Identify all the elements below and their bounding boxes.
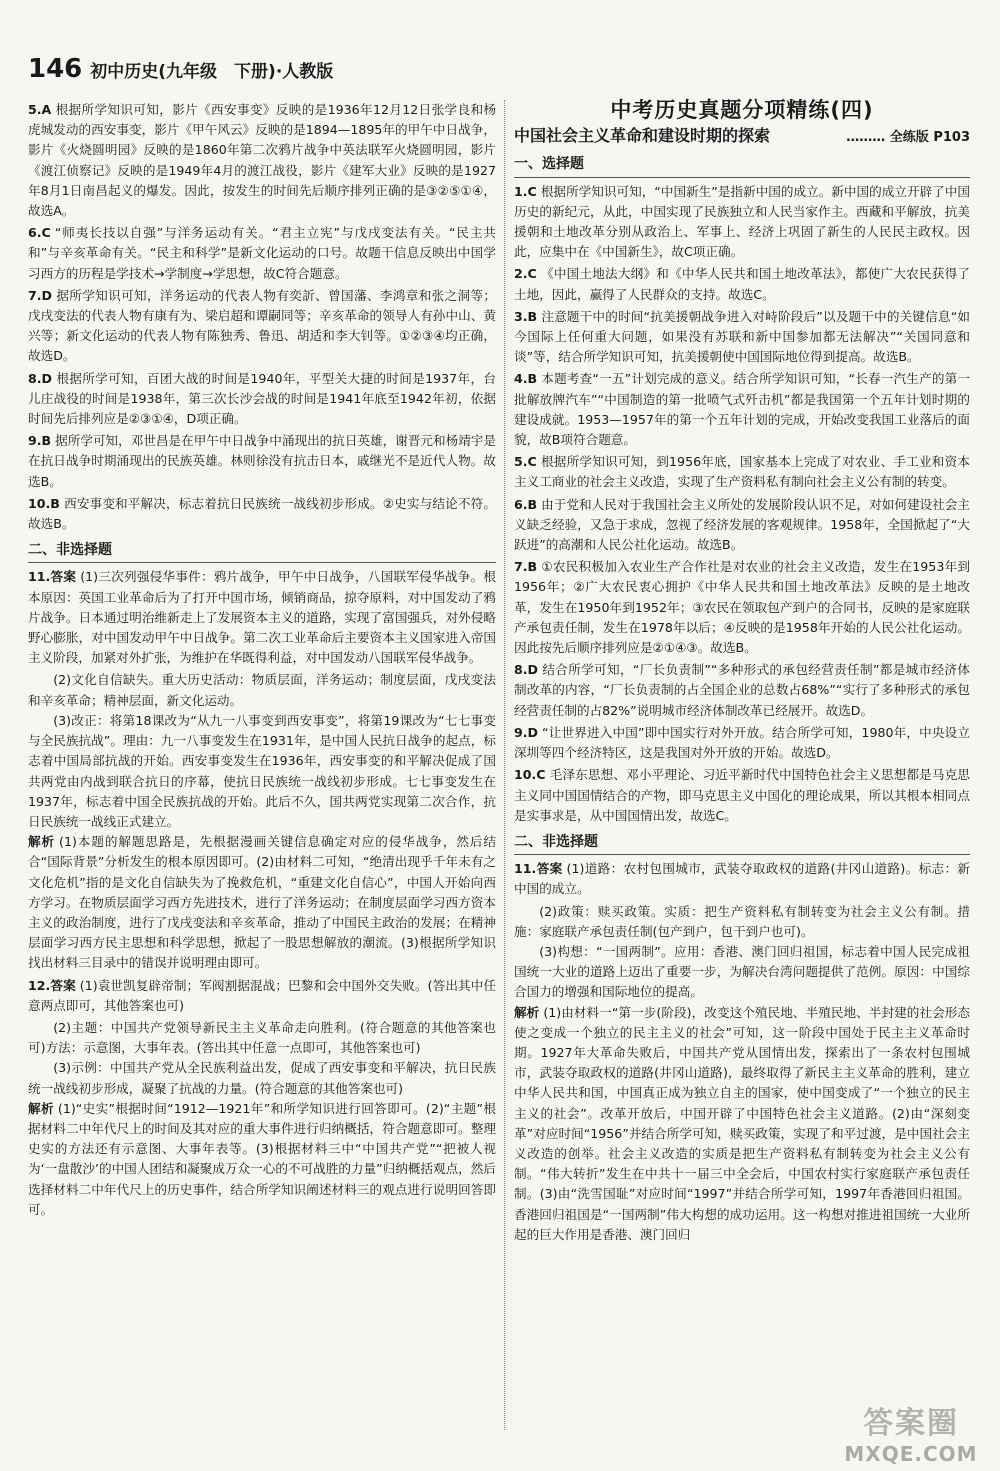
answer-item: 9.B 据所学可知，邓世昌是在甲午中日战争中涌现出的抗日英雄，谢晋元和杨靖宇是在抗日战争时期涌现出的民族英雄。林则徐没有抗击日本，戚继光不是近代人物。故选B。 <box>28 433 496 489</box>
answer-item: 12.答案 (1)袁世凯复辟帝制；军阀割据混战；巴黎和会中国外交失败。(答出其中任意两点即可，其他答案也可) <box>28 977 496 1013</box>
answer-item: 4.B 本题考查“一五”计划完成的意义。结合所学知识可知，“长春一汽生产的第一批解放牌汽车”“中国制造的第一批喷气式歼击机”都是我国第一个五年计划时期的建设成就。1953—1957年的第一个五年计划的完成，开始改变我国工业落后的面貌，故B项符合题意。 <box>514 371 970 448</box>
watermark-logo <box>836 1401 986 1466</box>
analysis: 解析 (1)本题的解题思路是，先根据漫画关键信息确定对应的侵华战争，然后结合“国际背景”分析发生的根本原因即可。(2)由材料二可知，“绝清出现乎千年未有之文化危机”指的是文化自信缺失为了挽救危机，“重建文化自信心”，中国人开始向西方学习。在物质层面学习西方先进技术，进行了洋务运动；在制度层面学习西方资本主义的政治制度，进行了戊戌变法和辛亥革命，推动了中国民主政治的发展；在精神层面学习西方民主思想和科学思想，掀起了一股思想解放的潮流。(3)根据所学知识找出材料三目录中的错误并说明理由即可。 <box>28 834 497 971</box>
answer-item: 8.D 根据所学可知，百团大战的时间是1940年，平型关大捷的时间是1937年，台儿庄战役的时间是1938年，第三次长沙会战的时间是1941年底至1942年初，依据时间先后排列应是②③①④，D项正确。 <box>28 370 496 427</box>
answer-item: 5.A 根据所学知识可知，影片《西安事变》反映的是1936年12月12日张学良和杨虎城发动的西安事变，影片《甲午风云》反映的是1894—1895年的甲午中日战争，影片《火烧圆明园》反映的是1860年第二次鸦片战争中英法联军火烧圆明园，影片《渡江侦察记》反映的是1949年4月的渡江战役，影片《建军大业》反映的是1927年8月1日南昌起义的爆发。因此，按发生的时间先后顺序排列正确的是③②⑤①④，故选A。 <box>28 102 496 219</box>
answer-item: 6.C “师夷长技以自强”与洋务运动有关。“君主立宪”与戊戌变法有关。“民主共和”与辛亥革命有关。“民主和科学”是新文化运动的口号。故题干信息反映出中国学习西方的历程是学技术→学制度→学思想，故C符合题意。 <box>28 225 496 281</box>
answer-paragraph: (2)文化自信缺失。重大历史活动：物质层面，洋务运动；制度层面，戊戌变法和辛亥革命；精神层面，新文化运动。 <box>28 672 496 708</box>
answer-item: 1.C 根据所学知识可知，“中国新生”是指新中国的成立。新中国的成立开辟了中国历史的新纪元，从此，中国实现了民族独立和人民当家作主。西藏和平解放，抗美援朝和土地改革分别从政治上、军事上、经济上巩固了新生的人民民主政权。因此，应集中在《中国新生》，故C项正确。 <box>514 183 970 260</box>
answer-item: 5.C 根据所学知识可知，到1956年底，国家基本上完成了对农业、手工业和资本主义工商业的社会主义改造，实现了生产资料私有制向社会主义公有制的转变。 <box>514 454 970 490</box>
answer-item: 11.答案 (1)三次列强侵华事件：鸦片战争，甲午中日战争，八国联军侵华战争。根本原因：英国工业革命后为了打开中国市场，倾销商品，掠夺原料，对中国发动了鸦片战争。日本通过明治维新走上了发展资本主义的道路，实现了富国强兵，对外侵略野心膨胀，对中国发动甲午中日战争。第二次工业革命后主要资本主义国家进入帝国主义阶段，加紧对外扩张，为维护在华既得利益，对中国发动八国联军侵华战争。 <box>28 569 497 666</box>
answer-paragraph: (3)示例：中国共产党从全民族利益出发，促成了西安事变和平解决，抗日民族统一战线初步形成，凝聚了抗战的力量。(符合题意的其他答案也可) <box>28 1060 496 1096</box>
answer-paragraph: (2)主题：中国共产党领导新民主主义革命走向胜利。(符合题意的其他答案也可)方法：示意图，大事年表。(答出其中任意一点即可，其他答案也可) <box>28 1019 496 1056</box>
column-divider <box>504 100 505 1430</box>
left-column <box>28 100 496 1222</box>
watermark-text: 答案圈 <box>863 1406 959 1441</box>
answer-item: 7.D 据所学知识可知，洋务运动的代表人物有奕訢、曾国藩、李鸿章和张之洞等；戊戌变法的代表人物有康有为、梁启超和谭嗣同等；辛亥革命的领导人有孙中山、黄兴等；新文化运动的代表人物有陈独秀、鲁迅、胡适和李大钊等。①②③④均正确，故选D。 <box>28 287 496 364</box>
answer-item: 7.B ①农民积极加入农业生产合作社是对农业的社会主义改造，发生在1953年到1956年；②广大农民衷心拥护《中华人民共和国土地改革法》反映的是土地改革，发生在1950年到1952年；③农民在领取包产到户的合同书，反映的是家庭联产承包责任制，发生在1978年以后；④反映的是1958年开始的人民公社化运动。因此按先后顺序排列应是②①④③。故选B。 <box>514 559 970 656</box>
answer-item: 3.B 注意题干中的时间“抗美援朝战争进入对峙阶段后”以及题干中的关键信息“如今国际上任何重大问题，如果没有苏联和新中国参加都无法解决”“关国同意和谈”等，结合所学知识可知，抗美援朝使中国国际地位得到提高。故选B。 <box>514 308 970 365</box>
section-title: 二、非选择题 <box>28 540 496 563</box>
analysis: 解析 (1)由材料一“第一步(阶段)，改变这个殖民地、半殖民地、半封建的社会形态使之变成一个独立的民主主义的社会”可知，这一阶段中国处于民主主义革命时期。1927年大革命失败后，中国共产党从国情出发，探索出了一条农村包围城市，武装夺取政权的道路(井冈山道路)，最终取得了新民主主义革命的胜利，建立中华人民共和国，中国真正成为独立自主的国家，使中国变成了“一个独立的民主主义的社会”。改革开放后，中国开辟了中国特色社会主义道路。(2)由“深刻变革”对应时间“1956”并结合所学可知，赎买政策，实现了和平过渡，是中国社会主义改造的创举。社会主义改造的实质是把生产资料私有制转变为社会主义公有制。“伟大转折”发生在中共十一届三中全会后，中国农村实行家庭联产承包责任制。(3)由“洗雪国耻”对应时间“1997”并结合所学可知，1997年香港回归祖国。香港回归祖国是“一国两制”伟大构想的成功运用。这一构想对推进祖国统一大业所起的巨大作用是香港、澳门回归 <box>514 1004 970 1242</box>
answer-paragraph: (3)构想：“一国两制”。应用：香港、澳门回归祖国，标志着中国人民完成祖国统一大业的道路上迈出了重要一步，为解决台湾问题提供了范例。原因：中国综合国力的增强和国际地位的提高。 <box>514 943 970 1000</box>
answer-item: 10.B 西安事变和平解决，标志着抗日民族统一战线初步形成。②史实与结论不符。故选B。 <box>28 495 496 532</box>
section-title: 二、非选择题 <box>514 832 970 855</box>
subhead-title: 中国社会主义革命和建设时期的探索 <box>514 126 771 146</box>
book-title: 初中历史(九年级 下册)·人教版 <box>90 62 334 82</box>
answer-paragraph: (3)改正：将第18课改为“从九一八事变到西安事变”，将第19课改为“七七事变与全民族抗战”。理由：九一八事变发生在1931年，是中国人民抗日战争的起点，标志着中国局部抗战的开始。西安事变发生在1936年，西安事变的和平解决促成了国共两党由内战到联合抗日的序幕，使抗日民族统一战线初步形成。七七事变发生在1937年，标志着中国全民族抗战的开始。此后不久，国共两党实现第二次合作，抗日民族统一战线正式建立。 <box>28 712 496 829</box>
page-reference: ……… 全练版 P103 <box>846 130 970 146</box>
answer-item: 10.C 毛泽东思想、邓小平理论、习近平新时代中国特色社会主义思想都是马克思主义同中国国情结合的产物，即马克思主义中国化的理论成果，所以其根本相同点是实事求是，从中国国情出发，故选C。 <box>514 767 970 823</box>
analysis: 解析 (1)“史实”根据时间“1912—1921年”和所学知识进行回答即可。(2)“主题”根据材料二中年代尺上的时间及其对应的重大事件进行归纳概括，符合题意即可。整理史实的方法还有示意图、大事年表等。(3)根据材料三中“中国共产党”“把被人视为‘一盘散沙’的中国人团结和凝聚成万众一心的不可战胜的力量”归纳概括观点，然后选择材料二中年代尺上的历史事件，结合所学知识阐述材料三的观点进行说明回答即可。 <box>28 1100 497 1217</box>
chapter-title: 中考历史真题分项精练(四) <box>610 98 874 122</box>
answer-item: 8.D 结合所学可知，“厂长负责制”“多种形式的承包经营责任制”都是城市经济体制改革的内容，“厂长负责制的占全国企业的总数占68%”“实行了多种形式的承包经营责任制的占82%”说明城市经济体制改革已经展开。故选D。 <box>514 662 970 718</box>
answer-paragraph: (2)政策：赎买政策。实质：把生产资料私有制转变为社会主义公有制。措施：家庭联产承包责任制(包产到户，包干到户也可)。 <box>514 903 970 939</box>
right-column <box>514 100 970 1247</box>
section-subhead <box>514 126 970 148</box>
section-title: 一、选择题 <box>514 154 970 177</box>
answer-item: 2.C 《中国土地法大纲》和《中华人民共和国土地改革法》，都使广大农民获得了土地，因此，赢得了人民群众的支持。故选C。 <box>514 266 970 302</box>
answer-item: 9.D “让世界进入中国”即中国实行对外开放。结合所学可知，1980年，中央设立深圳等四个经济特区，这是我国对外开放的开始。故选D。 <box>514 724 970 761</box>
page-header <box>28 54 960 88</box>
page-number: 146 <box>28 54 83 84</box>
answer-item: 6.B 由于党和人民对于我国社会主义所处的发展阶段认识不足，对如何建设社会主义缺乏经验，又急于求成，忽视了经济发展的客观规律。1958年，全国掀起了“大跃进”的高潮和人民公社化运动。故选B。 <box>514 496 970 553</box>
answer-item: 11.答案 (1)道路：农村包围城市，武装夺取政权的道路(井冈山道路)。标志：新中国的成立。 <box>514 861 971 897</box>
watermark-site: MXQE.COM <box>844 1442 978 1466</box>
